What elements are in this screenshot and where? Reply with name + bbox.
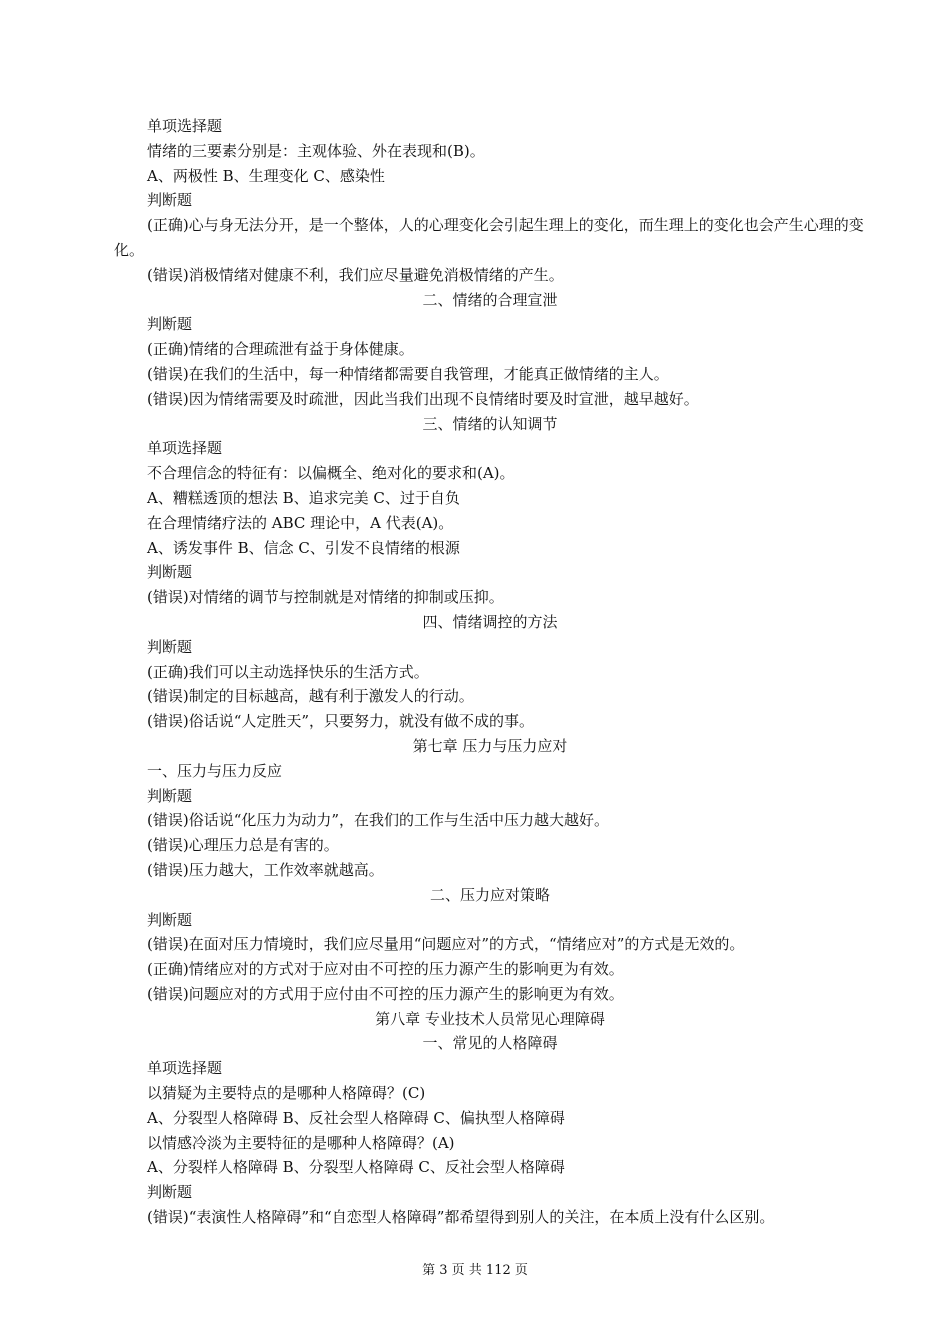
question-type-label: 判断题: [147, 786, 193, 805]
judgment-item: (正确)心与身无法分开，是一个整体，人的心理变化会引起生理上的变化，而生理上的变化也会产生心理的变化。: [114, 216, 864, 259]
question-type-label: 判断题: [147, 910, 193, 929]
question-type-label: 判断题: [147, 315, 193, 334]
section-heading: 一、常见的人格障碍: [422, 1034, 558, 1053]
text-line: 情绪的三要素分别是：主观体验、外在表现和(B)。: [147, 141, 485, 160]
text-line: 以猜疑为主要特点的是哪种人格障碍？(C): [147, 1084, 426, 1103]
question-type-label: 单项选择题: [147, 1059, 223, 1078]
answer-options: A、分裂型人格障碍 B、反社会型人格障碍 C、偏执型人格障碍: [147, 1108, 565, 1127]
judgment-item: (错误)心理压力总是有害的。: [147, 836, 339, 855]
answer-options: A、分裂样人格障碍 B、分裂型人格障碍 C、反社会型人格障碍: [147, 1158, 565, 1177]
question-type-label: 判断题: [147, 1183, 193, 1202]
judgment-item: (错误)对情绪的调节与控制就是对情绪的抑制或压抑。: [147, 588, 504, 607]
judgment-item: (错误)在我们的生活中，每一种情绪都需要自我管理，才能真正做情绪的主人。: [147, 364, 669, 383]
question-type-label: 单项选择题: [147, 439, 223, 458]
question-type-label: 判断题: [147, 191, 193, 210]
judgment-item: (正确)我们可以主动选择快乐的生活方式。: [147, 662, 429, 681]
question-type-label: 判断题: [147, 563, 193, 582]
judgment-item: (错误)问题应对的方式用于应付由不可控的压力源产生的影响更为有效。: [147, 984, 624, 1003]
judgment-item: (错误)压力越大，工作效率就越高。: [147, 860, 384, 879]
page-footer: 第 3 页 共 112 页: [422, 1263, 528, 1278]
question-type-label: 判断题: [147, 637, 193, 656]
judgment-item: (错误)“表演性人格障碍”和“自恋型人格障碍”都希望得到别人的关注，在本质上没有什么区别。: [147, 1208, 775, 1227]
judgment-item: (正确)情绪应对的方式对于应对由不可控的压力源产生的影响更为有效。: [147, 960, 624, 979]
section-heading: 三、情绪的认知调节: [422, 414, 558, 433]
answer-options: A、糟糕透顶的想法 B、追求完美 C、过于自负: [147, 488, 460, 507]
text-line: 以情感冷淡为主要特征的是哪种人格障碍？(A): [147, 1133, 455, 1152]
judgment-item: (错误)制定的目标越高，越有利于激发人的行动。: [147, 687, 474, 706]
section-heading: 第八章 专业技术人员常见心理障碍: [375, 1009, 605, 1028]
judgment-item: (错误)俗话说“人定胜天”，只要努力，就没有做不成的事。: [147, 712, 535, 731]
judgment-item: (错误)俗话说“化压力为动力”，在我们的工作与生活中压力越大越好。: [147, 811, 610, 830]
text-line: 一、压力与压力反应: [147, 761, 283, 780]
section-heading: 二、情绪的合理宣泄: [422, 290, 558, 309]
document-body: [114, 114, 866, 1230]
section-heading: 四、情绪调控的方法: [422, 612, 558, 631]
judgment-item: (错误)因为情绪需要及时疏泄，因此当我们出现不良情绪时要及时宣泄，越早越好。: [147, 389, 699, 408]
judgment-item: (错误)在面对压力情境时，我们应尽量用“问题应对”的方式，“情绪应对”的方式是无效的。: [147, 935, 745, 954]
answer-options: A、诱发事件 B、信念 C、引发不良情绪的根源: [147, 538, 460, 557]
text-line: 在合理情绪疗法的 ABC 理论中，A 代表(A)。: [147, 513, 454, 532]
section-heading: 第七章 压力与压力应对: [412, 736, 568, 755]
judgment-item: (正确)情绪的合理疏泄有益于身体健康。: [147, 340, 414, 359]
answer-options: A、两极性 B、生理变化 C、感染性: [147, 166, 385, 185]
question-type-label: 单项选择题: [147, 117, 223, 135]
judgment-item: (错误)消极情绪对健康不利，我们应尽量避免消极情绪的产生。: [147, 265, 564, 284]
text-line: 不合理信念的特征有：以偏概全、绝对化的要求和(A)。: [147, 464, 515, 483]
section-heading: 二、压力应对策略: [429, 885, 550, 904]
